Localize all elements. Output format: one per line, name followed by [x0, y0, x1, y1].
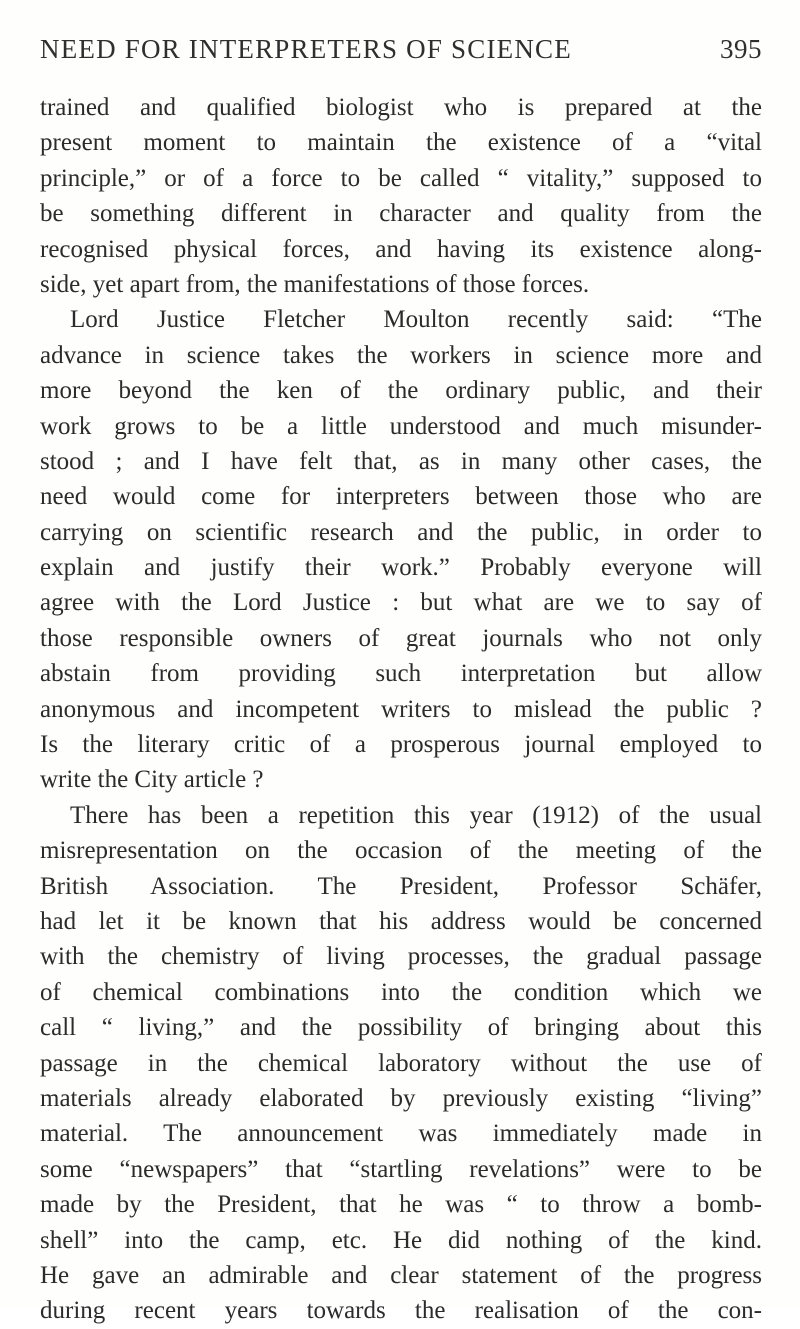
text-line: recognised physical forces, and having its existence along- [40, 235, 762, 263]
text-line: materials already elaborated by previously existing “living” [40, 1084, 762, 1112]
text-line: material. The announcement was immediately made in [40, 1120, 762, 1148]
text-line: British Association. The President, Professor Schäfer, [40, 872, 762, 900]
text-line: Is the literary critic of a prosperous journal employed to [40, 731, 762, 759]
text-line: call “ living,” and the possibility of bringing about this [40, 1014, 762, 1042]
text-line: shell” into the camp, etc. He did nothing of the kind. [40, 1226, 762, 1254]
text-line: with the chemistry of living processes, the gradual passage [40, 943, 762, 971]
text-line: more beyond the ken of the ordinary public, and their [40, 377, 762, 405]
running-head-title: NEED FOR INTERPRETERS OF SCIENCE [40, 34, 572, 64]
page-number: 395 [720, 34, 762, 64]
text-line: anonymous and incompetent writers to mislead the public ? [40, 695, 762, 723]
text-line: be something different in character and quality from the [40, 200, 762, 228]
text-line: agree with the Lord Justice : but what are we to say of [40, 589, 762, 617]
text-line: work grows to be a little understood and much misunder- [40, 412, 762, 440]
text-line: some “newspapers” that “startling revelations” were to be [40, 1155, 762, 1183]
text-line: trained and qualified biologist who is prepared at the [40, 94, 762, 121]
text-line: of chemical combinations into the condition which we [40, 978, 762, 1006]
text-line: need would come for interpreters between those who are [40, 483, 762, 511]
text-line: abstain from providing such interpretation but allow [40, 660, 762, 688]
text-line: principle,” or of a force to be called “ vitality,” supposed to [40, 164, 762, 192]
text-line: passage in the chemical laboratory without the use of [40, 1049, 762, 1077]
text-line: present moment to maintain the existence of a “vital [40, 129, 762, 157]
text-line: Lord Justice Fletcher Moulton recently said: “The [70, 306, 762, 334]
text-line: during recent years towards the realisation of the con- [40, 1297, 762, 1325]
body-text [40, 90, 762, 1329]
text-line: He gave an admirable and clear statement of the progress [40, 1261, 762, 1289]
text-line: carrying on scientific research and the public, in order to [40, 518, 762, 546]
text-line: misrepresentation on the occasion of the meeting of the [40, 837, 762, 865]
text-line: advance in science takes the workers in science more and [40, 341, 762, 369]
text-line: write the City article ? [40, 766, 264, 794]
text-line: those responsible owners of great journals who not only [40, 624, 762, 652]
text-line: had let it be known that his address would be concerned [40, 907, 762, 935]
running-head [40, 34, 762, 78]
text-line: explain and justify their work.” Probably everyone will [40, 554, 762, 582]
text-line: made by the President, that he was “ to throw a bomb- [40, 1191, 762, 1219]
text-line: stood ; and I have felt that, as in many other cases, the [40, 447, 762, 475]
text-line: side, yet apart from, the manifestations of those forces. [40, 270, 590, 298]
text-line: There has been a repetition this year (1912) of the usual [70, 801, 762, 829]
